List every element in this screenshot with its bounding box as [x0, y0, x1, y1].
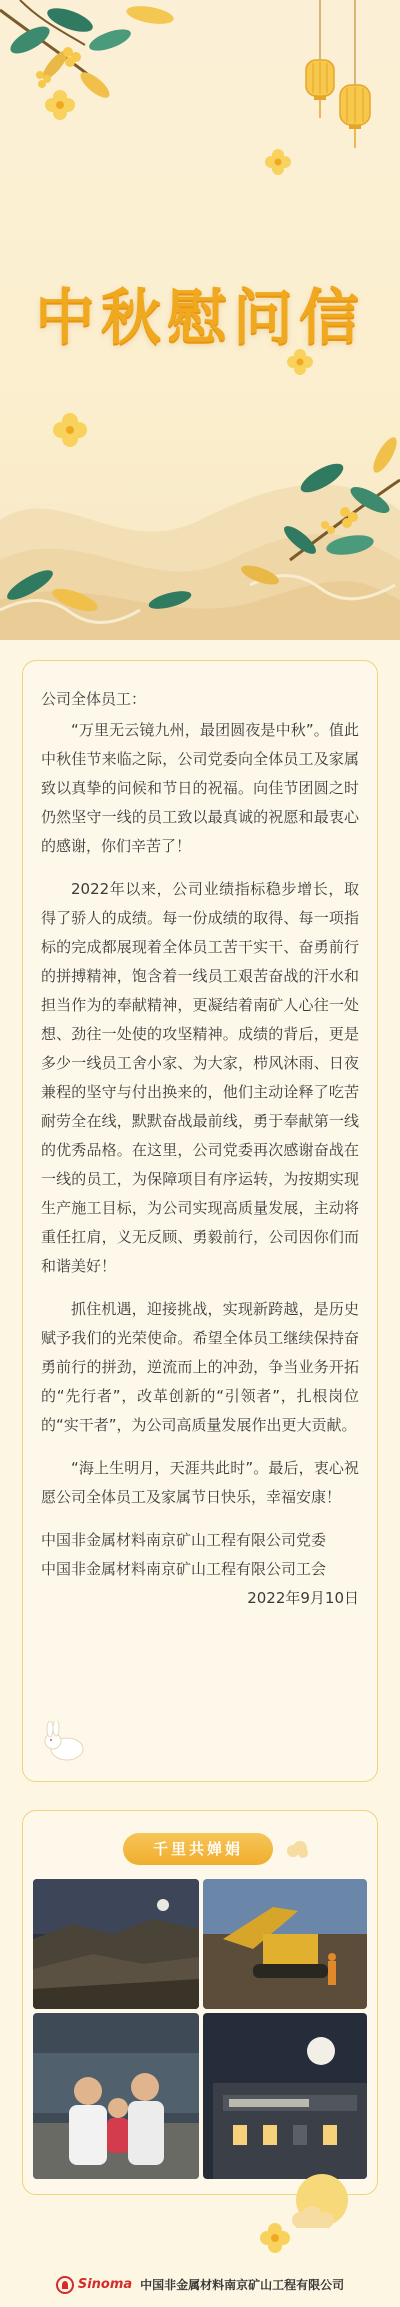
letter-paragraph: “海上生明月，天涯共此时”。最后，衷心祝愿公司全体员工及家属节日快乐，幸福安康！ [41, 1459, 359, 1506]
footer-logo-text: Sinoma [77, 2277, 133, 2292]
cloud-icon [285, 1839, 309, 1861]
letter-greeting: 公司全体员工： [41, 690, 147, 708]
photo-section-title: 千里共婵娟 [123, 1833, 273, 1865]
photo-building-night[interactable] [203, 2013, 367, 2179]
flower-icon [265, 149, 291, 175]
photo-family[interactable] [33, 2013, 199, 2179]
footer-company-name: 中国非金属材料南京矿山工程有限公司 [140, 2278, 345, 2292]
letter-signature: 中国非金属材料南京矿山工程有限公司工会 [41, 1560, 327, 1578]
photo-excavator[interactable] [203, 1879, 367, 2009]
leaf-icon [125, 3, 175, 27]
lantern-icon [306, 60, 334, 118]
letter-signature: 中国非金属材料南京矿山工程有限公司党委 [41, 1531, 327, 1549]
photo-card [22, 1810, 378, 2195]
page-title: 中秋慰问信 [35, 283, 365, 353]
footer-decoration [0, 2170, 400, 2260]
photo-mine-night[interactable] [33, 1879, 199, 2009]
rabbit-icon [41, 1721, 89, 1763]
photo-grid [33, 1879, 367, 2179]
letter-paragraph: 2022年以来，公司业绩指标稳步增长，取得了骄人的成绩。每一份成绩的取得、每一项指标的完成都展现着全体员工苦干实干、奋勇前行的拼搏精神，饱含着一线员工艰苦奋战的汗水和担当作为的奉献精神，更凝结着南矿人心往一处想、劲往一处使的攻坚精神。成绩的背后，更是多少一线员工舍小家、为大家，栉风沐雨、日夜兼程的坚守与付出换来的，他们主动诠释了吃苦耐劳全在线，默默奋战最前线，勇于奉献第一线的优秀品格。在这里，公司党委再次感谢奋战在一线的员工，为保障项目有序运转，为按期实现生产施工目标，为公司实现高质量发展，主动将重任扛肩，义无反顾、勇毅前行，公司因你们而和谐美好！ [41, 880, 359, 1275]
letter-paragraph: 抓住机遇，迎接挑战，实现新跨越，是历史赋予我们的光荣使命。希望全体员工继续保持奋勇前行的拼劲，逆流而上的冲劲，争当业务开拓的“先行者”，改革创新的“引领者”，扎根岗位的“实干者”，为公司高质量发展作出更大贡献。 [41, 1300, 359, 1434]
leaf-icon [44, 3, 95, 36]
leaf-icon [369, 434, 400, 476]
letter-date: 2022年9月10日 [247, 1589, 359, 1607]
header-banner [0, 0, 400, 640]
flower-icon [53, 413, 87, 447]
leaf-icon [87, 25, 134, 55]
letter-paragraph: “万里无云镜九州，最团圆夜是中秋”。值此中秋佳节来临之际，公司党委向全体员工及家属致以真挚的问候和节日的祝福。向佳节团圆之时仍然坚守一线的员工致以最真诚的祝愿和最衷心的感谢，你们辛苦了！ [41, 721, 359, 855]
letter-card [22, 660, 378, 1782]
flower-icon [45, 90, 75, 120]
flower-icon [260, 2223, 290, 2253]
sinoma-logo-icon [56, 2276, 74, 2294]
leaf-icon [77, 68, 114, 102]
lantern-icon [340, 85, 370, 148]
footer [0, 2262, 400, 2307]
leaf-icon [6, 21, 53, 59]
